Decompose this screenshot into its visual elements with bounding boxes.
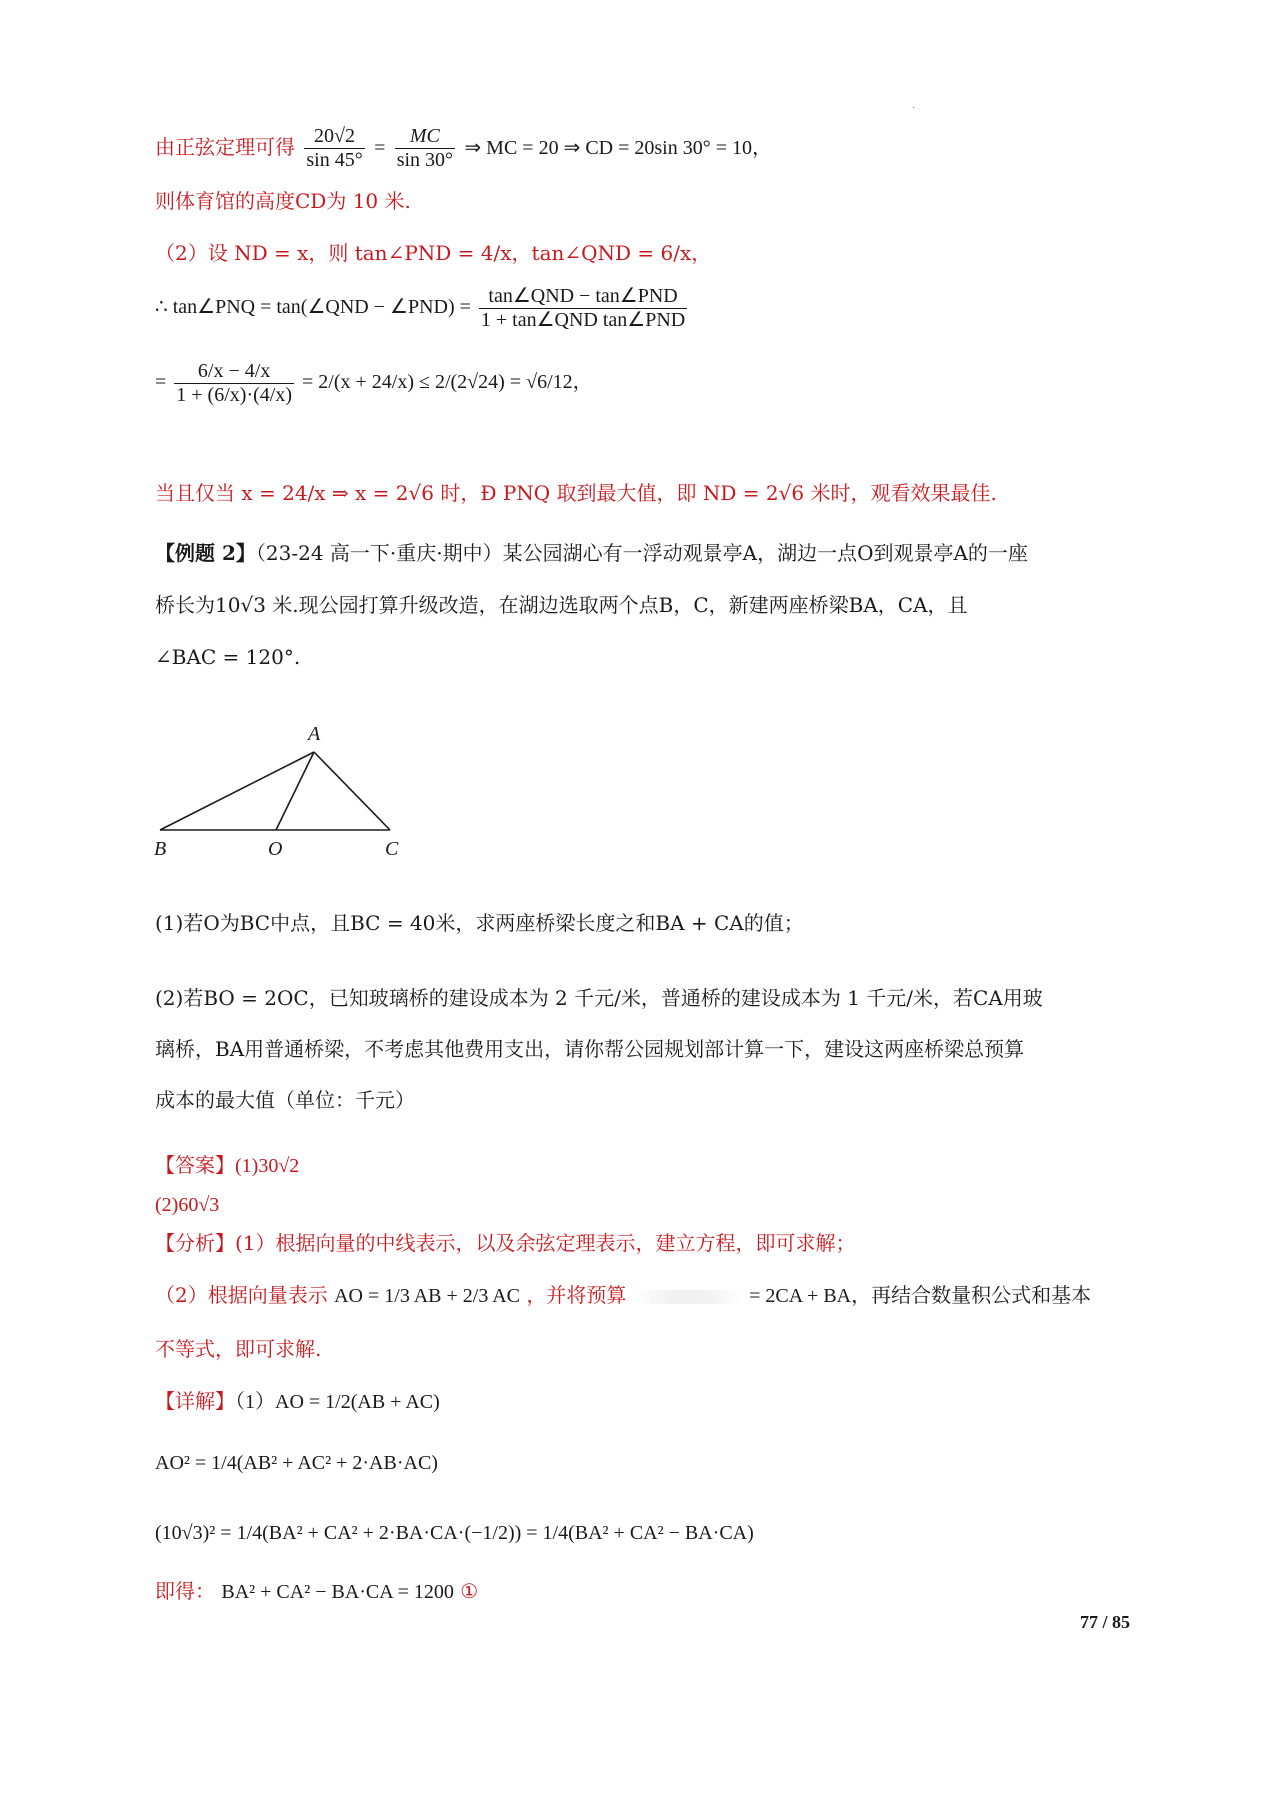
segment-ba (160, 752, 314, 830)
fraction-mc-over-sin30: $\frac{MC}{\sin 30^\circ}$ (396, 125, 454, 171)
example2-line2: 桥长为10√3 米.现公园打算升级改造，在湖边选取两个点B，C，新建两座桥梁BA，CA，且 (155, 593, 968, 617)
detail-line4: 即得： BA² + CA² − BA·CA = 1200 ① (155, 1579, 479, 1603)
vector-ao-expression: AO = 1/3 AB + 2/3 AC (334, 1285, 521, 1307)
example-label: 【例题 2】 (155, 541, 256, 565)
scan-dot: . (912, 100, 916, 111)
answer-label: 【答案】 (155, 1153, 235, 1177)
blurred-region (633, 1290, 743, 1304)
tan-difference-prefix: ∴ tan∠PNQ = tan(∠QND − ∠PND) = (155, 296, 471, 319)
sine-law-result: ⇒ MC = 20 ⇒ CD = 20sin 30° = 10， (464, 137, 773, 159)
vertex-label-c: C (385, 838, 399, 860)
page-number: 77 / 85 (1080, 1612, 1131, 1632)
circled-one-mark: ① (460, 1579, 479, 1603)
vertex-label-o: O (268, 838, 283, 860)
compound-fraction: $\frac{6/x - 4/x}{1 + (6/x)\cdot(4/x)}$ (176, 360, 292, 406)
question-2-line1: (2)若BO = 2OC，已知玻璃桥的建设成本为 2 千元/米，普通桥的建设成本为 1 千元/米，若CA用玻 (155, 986, 1043, 1010)
answer-2: (2)60√3 (155, 1194, 220, 1216)
answer-1: (1)30√2 (235, 1155, 300, 1177)
analysis-label: 【分析】 (155, 1231, 235, 1255)
sine-law-intro: 由正弦定理可得 (155, 135, 295, 159)
vertex-label-a: A (308, 723, 321, 745)
analysis-line3: 不等式，即可求解. (155, 1337, 322, 1361)
tan-difference-fraction: $\frac{\text{tan∠QND − tan∠PND}}{\text{1 + tan∠QND tan∠PND}}$ (480, 285, 686, 331)
equation-1200: BA² + CA² − BA·CA = 1200 (221, 1581, 454, 1603)
vertex-label-b: B (154, 838, 167, 860)
question-1: (1)若O为BC中点，且BC = 40米，求两座桥梁长度之和BA + CA的值； (155, 911, 804, 935)
detail-label: 【详解】 (155, 1389, 235, 1413)
question-2-line3: 成本的最大值（单位：千元） (155, 1088, 415, 1112)
detail-line2: AO² = 1/4(AB² + AC² + 2·AB·AC) (155, 1452, 438, 1474)
segment-ao (276, 752, 314, 830)
example2-line3: ∠BAC = 120°. (155, 645, 301, 669)
sine-law-line: 由正弦定理可得 $\frac{20√2}{\sin 45^\circ}$ = $\frac{MC}{\sin 30^\circ}$ ⇒ MC = 20 ⇒ CD = 20sin 30° = 10， (155, 125, 773, 171)
example-source: （23-24 高一下·重庆·期中） (255, 541, 503, 565)
analysis-line2: （2）根据向量表示 AO = 1/3 AB + 2/3 AC ，并将预算 = 2CA + BA，再结合数量积公式和基本 (155, 1283, 1092, 1307)
tan-difference-line (155, 285, 690, 332)
triangle-figure (150, 720, 410, 870)
budget-expression: = 2CA + BA，再结合数量积公式和基本 (749, 1285, 1092, 1307)
tan-chain-result: = 2/(x + 24/x) ≤ 2/(2√24) = √6/12， (301, 371, 593, 394)
answer-line1 (155, 1152, 299, 1179)
tan-chain-line: = $\frac{6/x - 4/x}{1 + (6/x)\cdot(4/x)}$ = 2/(x + 24/x) ≤ 2/(2√24) = √6/12， (155, 360, 593, 406)
question-2-line2: 璃桥，BA用普通桥梁，不考虑其他费用支出，请你帮公园规划部计算一下，建设这两座桥梁总预算 (155, 1037, 1025, 1061)
fraction-20root2-over-sin45: $\frac{20√2}{\sin 45^\circ}$ (306, 125, 363, 171)
height-conclusion: 则体育馆的高度CD为 10 米. (155, 189, 411, 213)
equality-condition: 当且仅当 x = 24/x ⇒ x = 2√6 时，Ð PNQ 取到最大值，即 ND = 2√6 米时，观看效果最佳. (155, 481, 997, 505)
part2-setup: （2）设 ND = x，则 tan∠PND = 4/x，tan∠QND = 6/x， (155, 241, 712, 265)
example2-line1: 【例题 2】（23-24 高一下·重庆·期中）某公园湖心有一浮动观景亭A，湖边一点O到观景亭A的一座 (155, 541, 1028, 565)
detail-line3: (10√3)² = 1/4(BA² + CA² + 2·BA·CA·(−1/2)) = 1/4(BA² + CA² − BA·CA) (155, 1522, 754, 1544)
analysis-line1: 【分析】(1）根据向量的中线表示，以及余弦定理表示，建立方程，即可求解； (155, 1231, 856, 1255)
detail-line1: 【详解】（1）AO = 1/2(AB + AC) (155, 1389, 440, 1413)
segment-ac (314, 752, 390, 830)
